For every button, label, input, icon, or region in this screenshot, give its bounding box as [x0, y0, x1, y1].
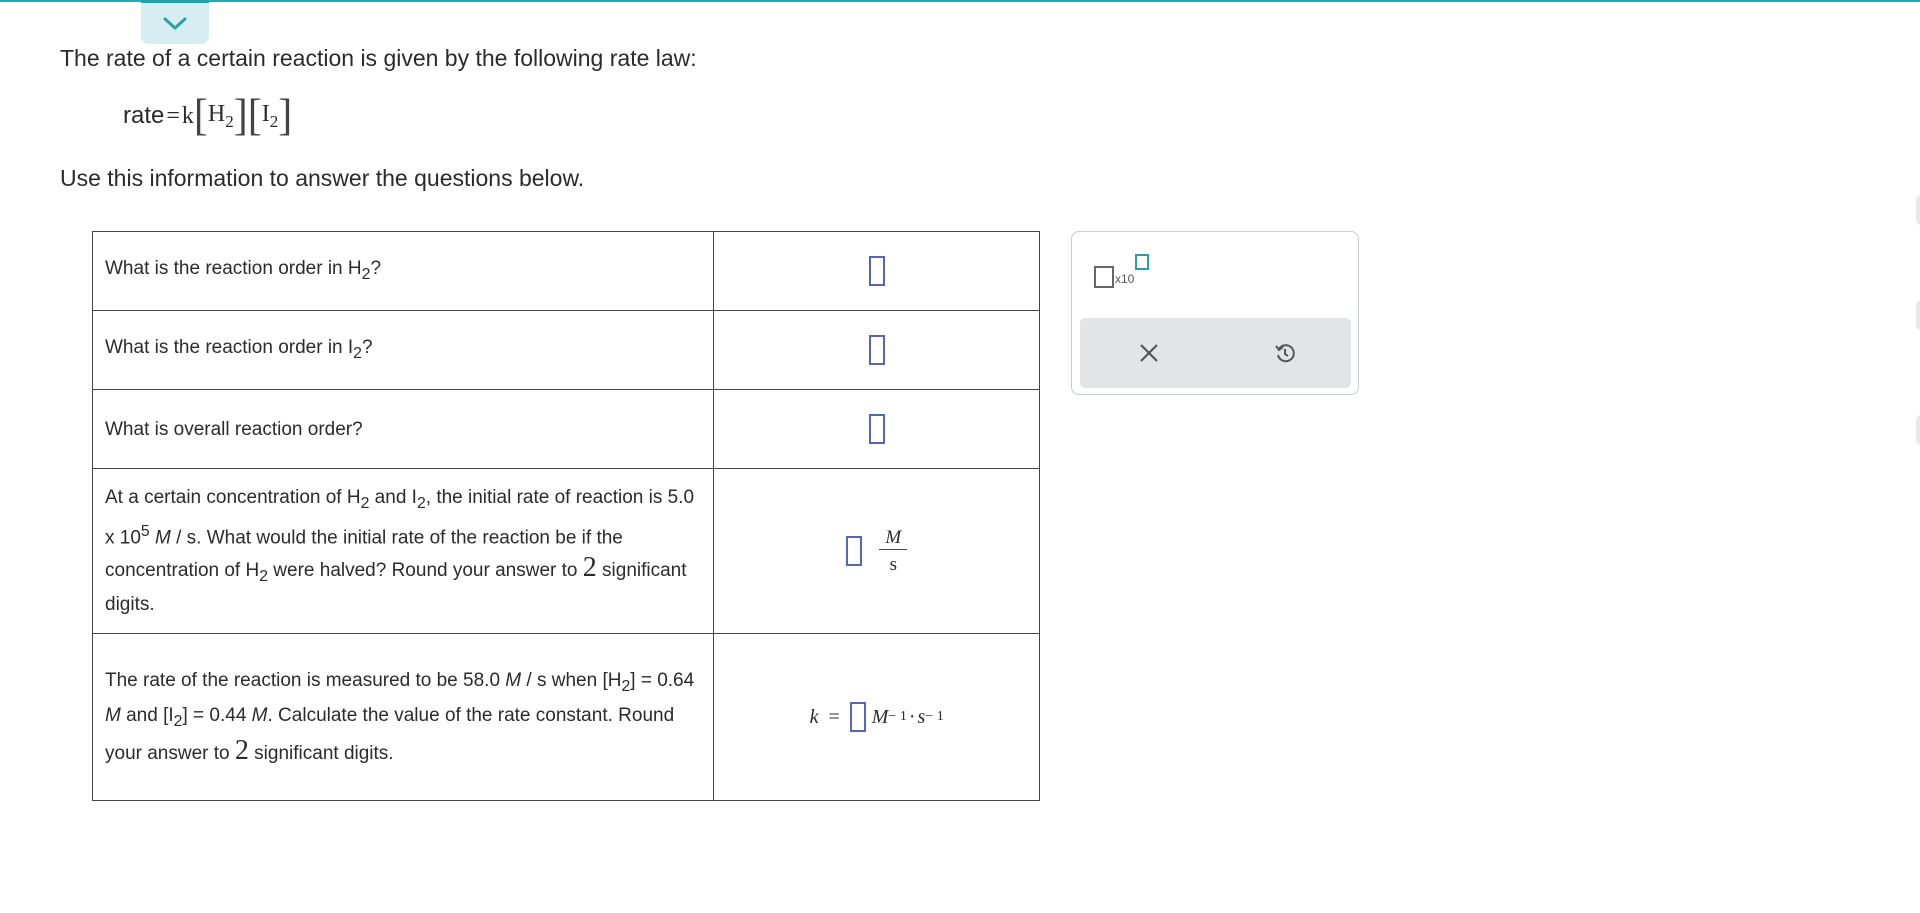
action-bar	[1080, 318, 1351, 388]
equals-sign: =	[166, 102, 180, 129]
table-row	[93, 390, 1040, 469]
bracket-open: [	[193, 91, 208, 141]
question-5: The rate of the reaction is measured to be 58.0 M / s when $[H_2] = 0.64$ M and $[I_2] = 0.44$ M. Calculate the value of the rate constant. Round your answer to 2 significant digits.	[93, 634, 714, 801]
bracket-close: ]	[233, 91, 248, 141]
undo-button[interactable]	[1270, 338, 1300, 368]
x10-label: x10	[1115, 272, 1135, 286]
rate-law	[123, 91, 293, 141]
question-table	[92, 231, 1040, 801]
bracket-close: ]	[278, 91, 293, 141]
instructions-text: Use this information to answer the questions below.	[60, 165, 585, 191]
rate-word: rate	[123, 102, 165, 129]
scientific-notation-button[interactable]	[1094, 254, 1154, 290]
exponent-box-icon	[1135, 254, 1149, 270]
math-tools-panel	[1071, 231, 1359, 395]
answer-cell-5	[714, 634, 1040, 801]
clear-button[interactable]	[1134, 338, 1164, 368]
rate-constant-expression: k = M − 1 · s − 1	[810, 702, 944, 732]
answer-input-1[interactable]	[869, 256, 885, 286]
question-2: What is the reaction order in $I_2$?	[93, 311, 714, 390]
bracket-open: [	[247, 91, 262, 141]
species-h: $H_2$	[207, 100, 234, 131]
unit-fraction: $\frac{M}{s}$	[879, 527, 907, 576]
species-i: $I_2$	[261, 100, 279, 131]
collapse-toggle[interactable]	[141, 0, 209, 44]
answer-input-3[interactable]	[869, 414, 885, 444]
answer-input-4[interactable]	[846, 536, 862, 566]
edge-scroll-marker	[1916, 415, 1920, 445]
answer-input-5[interactable]	[850, 702, 866, 732]
table-row	[93, 634, 1040, 801]
intro-text: The rate of a certain reaction is given by the following rate law:	[60, 45, 697, 71]
question-4: At a certain concentration of $H_2$ and $I_2$, the initial rate of reaction is 5.0 x $10^5$ M / s. What would the initial rate of the reaction be if the concentration of $H_2$ were halved? Round your answer to 2 significant digits.	[93, 469, 714, 634]
table-row	[93, 469, 1040, 634]
rate-constant: k	[181, 102, 194, 129]
chevron-down-icon	[162, 16, 188, 32]
answer-cell-1	[714, 232, 1040, 311]
answer-cell-4	[714, 469, 1040, 634]
top-accent-line	[0, 0, 1920, 2]
edge-scroll-marker	[1916, 300, 1920, 330]
table-row	[93, 232, 1040, 311]
question-1: What is the reaction order in $H_2$?	[93, 232, 714, 311]
undo-icon	[1273, 341, 1297, 365]
answer-cell-2	[714, 311, 1040, 390]
close-icon	[1138, 342, 1160, 364]
table-row	[93, 311, 1040, 390]
question-3: What is overall reaction order?	[93, 390, 714, 469]
edge-scroll-marker	[1916, 195, 1920, 225]
answer-cell-3	[714, 390, 1040, 469]
base-box-icon	[1094, 266, 1114, 288]
answer-input-2[interactable]	[869, 335, 885, 365]
